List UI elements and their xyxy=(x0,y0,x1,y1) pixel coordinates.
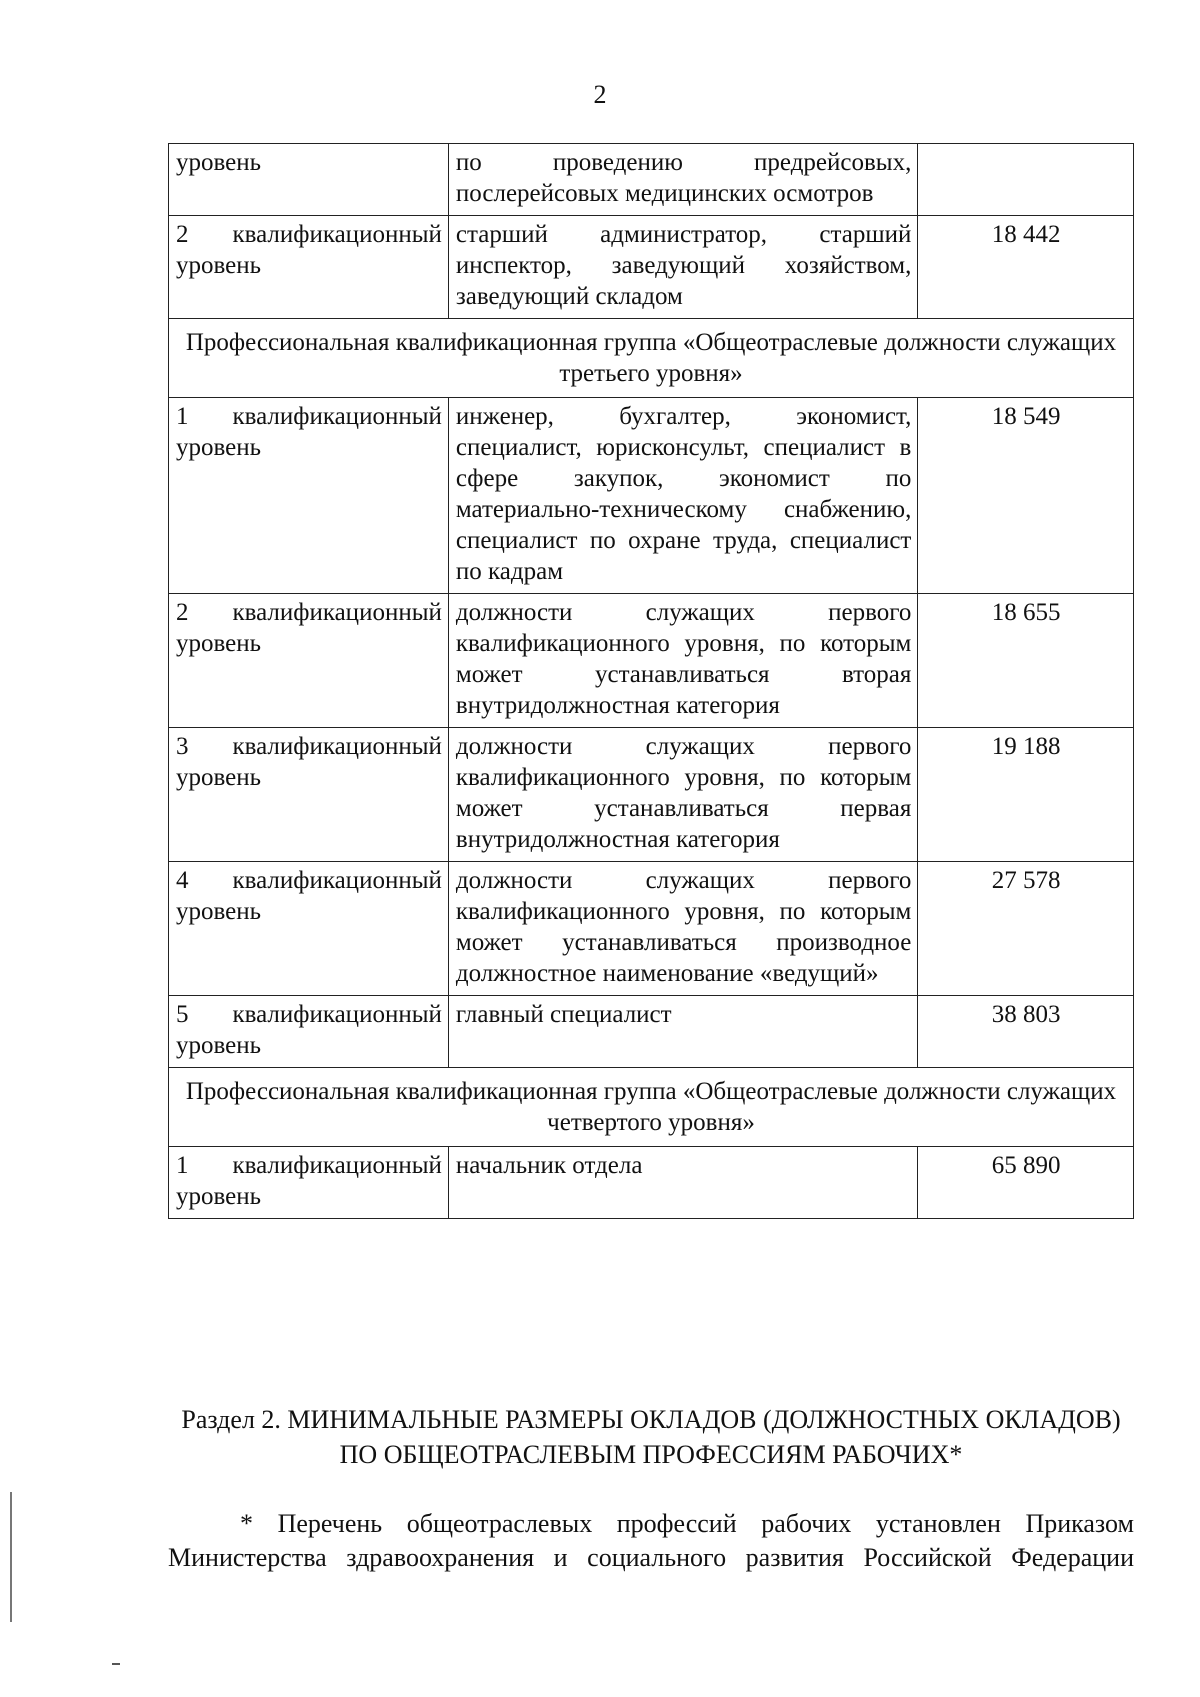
table-row xyxy=(169,728,1134,862)
table-row xyxy=(169,398,1134,594)
qualification-level-word-2: уровень xyxy=(176,434,262,461)
qualification-level-cell xyxy=(169,594,449,728)
table-row xyxy=(169,144,1134,216)
qualification-level-word-2: уровень xyxy=(176,1032,262,1059)
positions-cell: старший администратор, старший инспектор, заведующий хозяйством, заведующий складом xyxy=(448,216,917,319)
footnote-line-1: * Перечень общеотраслевых профессий рабочих установлен Приказом xyxy=(240,1509,1134,1538)
qualification-level-number: 1 xyxy=(176,1152,189,1179)
qualification-level-cell xyxy=(169,216,449,319)
table-row xyxy=(169,216,1134,319)
qualification-level-cell xyxy=(169,144,449,216)
qualification-level-cell xyxy=(169,862,449,996)
qualification-level-cell xyxy=(169,1147,449,1219)
qualification-level-word-2: уровень xyxy=(176,252,262,279)
qualification-level-word: квалификационный xyxy=(232,733,442,760)
qualification-level-cell xyxy=(169,728,449,862)
table-row xyxy=(169,996,1134,1068)
qualification-level-number: 5 xyxy=(176,1001,189,1028)
positions-cell: главный специалист xyxy=(448,996,917,1068)
salary-cell: 18 655 xyxy=(918,594,1134,728)
group-header-row xyxy=(169,319,1134,398)
qualification-level-number: 2 xyxy=(176,599,189,626)
salary-table-body xyxy=(169,144,1134,1219)
qualification-level-line xyxy=(176,1150,442,1181)
qualification-level-number: 1 xyxy=(176,403,189,430)
group-header-cell: Профессиональная квалификационная группа «Общеотраслевые должности служащих третьего уровня» xyxy=(169,319,1134,398)
scan-margin-line xyxy=(10,1492,12,1622)
qualification-level-word-2: уровень xyxy=(176,898,262,925)
qualification-level-word: квалификационный xyxy=(232,403,442,430)
salary-cell: 19 188 xyxy=(918,728,1134,862)
footnote xyxy=(168,1507,1134,1575)
qualification-level-word: уровень xyxy=(176,149,262,176)
positions-cell: должности служащих первого квалификационного уровня, по которым может устанавливаться производное должностное наименование «ведущий» xyxy=(448,862,917,996)
positions-cell: инженер, бухгалтер, экономист, специалист, юрисконсульт, специалист в сфере закупок, экономист по материально-техническому снабжению, специалист по охране труда, специалист по кадрам xyxy=(448,398,917,594)
group-header-cell: Профессиональная квалификационная группа «Общеотраслевые должности служащих четвертого уровня» xyxy=(169,1068,1134,1147)
positions-cell: по проведению предрейсовых, послерейсовых медицинских осмотров xyxy=(448,144,917,216)
qualification-level-word: квалификационный xyxy=(232,599,442,626)
scan-margin-mark xyxy=(112,1663,120,1665)
page-number: 2 xyxy=(593,80,607,109)
qualification-level-cell xyxy=(169,996,449,1068)
qualification-level-line xyxy=(176,731,442,762)
table-row xyxy=(169,862,1134,996)
qualification-level-word: квалификационный xyxy=(232,1152,442,1179)
qualification-level-word-2: уровень xyxy=(176,764,262,791)
qualification-level-line xyxy=(176,865,442,896)
positions-cell: начальник отдела xyxy=(448,1147,917,1219)
positions-cell: должности служащих первого квалификационного уровня, по которым может устанавливаться первая внутридолжностная категория xyxy=(448,728,917,862)
salary-cell: 65 890 xyxy=(918,1147,1134,1219)
footnote-line-2: Министерства здравоохранения и социального развития Российской Федерации xyxy=(168,1543,1134,1572)
salary-cell: 38 803 xyxy=(918,996,1134,1068)
qualification-level-word-2: уровень xyxy=(176,630,262,657)
salary-cell: 27 578 xyxy=(918,862,1134,996)
qualification-level-number: 3 xyxy=(176,733,189,760)
qualification-level-number: 2 xyxy=(176,221,189,248)
qualification-level-word: квалификационный xyxy=(232,221,442,248)
section-title: Раздел 2. МИНИМАЛЬНЫЕ РАЗМЕРЫ ОКЛАДОВ (ДОЛЖНОСТНЫХ ОКЛАДОВ) ПО ОБЩЕОТРАСЛЕВЫМ ПРОФЕССИЯМ РАБОЧИХ* xyxy=(181,1405,1121,1469)
salary-table xyxy=(168,143,1134,1219)
qualification-level-word-2: уровень xyxy=(176,1183,262,1210)
qualification-level-line xyxy=(176,401,442,432)
table-row xyxy=(169,1147,1134,1219)
salary-cell: 18 442 xyxy=(918,216,1134,319)
qualification-level-line xyxy=(176,597,442,628)
qualification-level-cell xyxy=(169,398,449,594)
group-header-row xyxy=(169,1068,1134,1147)
qualification-level-line xyxy=(176,999,442,1030)
qualification-level-line xyxy=(176,219,442,250)
qualification-level-word: квалификационный xyxy=(232,1001,442,1028)
table-row xyxy=(169,594,1134,728)
salary-cell xyxy=(918,144,1134,216)
qualification-level-number: 4 xyxy=(176,867,189,894)
salary-cell: 18 549 xyxy=(918,398,1134,594)
qualification-level-word: квалификационный xyxy=(232,867,442,894)
positions-cell: должности служащих первого квалификационного уровня, по которым может устанавливаться вторая внутридолжностная категория xyxy=(448,594,917,728)
